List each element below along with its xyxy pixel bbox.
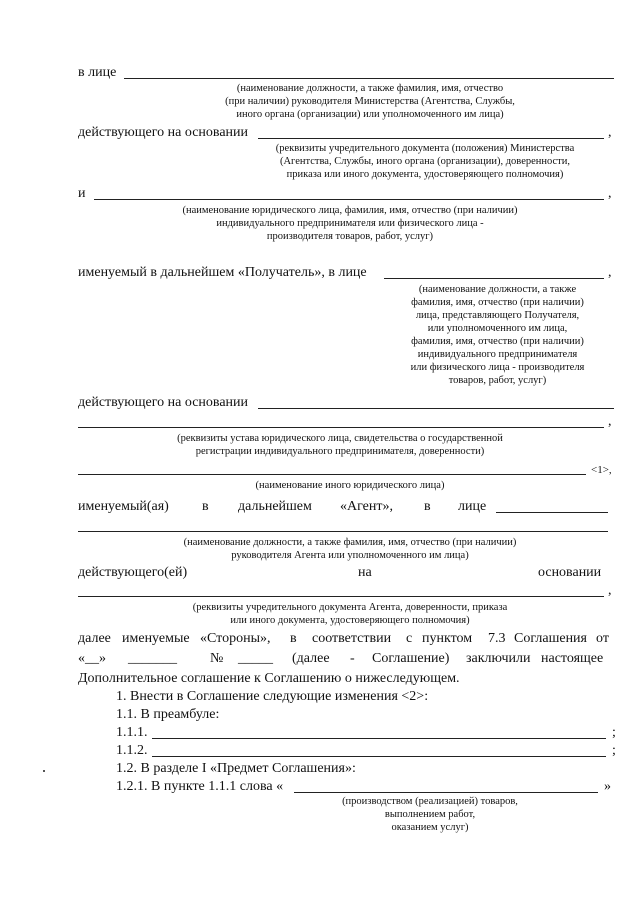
item-1-1-1: 1.1.1. bbox=[116, 725, 148, 740]
agent-word-2: в bbox=[202, 499, 209, 514]
agent-word-1: именуемый(ая) bbox=[78, 499, 169, 514]
item-1-1-1-semicolon: ; bbox=[612, 725, 616, 740]
parties-line1-word-9: Соглашения bbox=[514, 631, 587, 646]
parties-line2-word-1: «__» bbox=[78, 651, 106, 666]
basis2-label: действующего на основании bbox=[78, 395, 249, 410]
and-caption-3: производителя товаров, работ, услуг) bbox=[266, 231, 434, 242]
item-1-1: 1.1. В преамбуле: bbox=[116, 707, 220, 722]
and-caption-1: (наименование юридического лица, фамилия, имя, отчество (при наличии) bbox=[182, 205, 518, 216]
recipient-caption-7: или физического лица - производителя bbox=[410, 362, 585, 373]
basis1-caption-1: (реквизиты учредительного документа (положения) Министерства bbox=[275, 143, 575, 154]
recipient-caption-1: (наименование должности, а также bbox=[418, 284, 577, 295]
basis2-caption-1: (реквизиты устава юридического лица, свидетельства о государственной bbox=[177, 433, 503, 444]
basis1-caption-2: (Агентства, Службы, иного органа (организации), доверенности, bbox=[279, 156, 571, 167]
footnote-1-ref[interactable]: <1>, bbox=[591, 464, 612, 476]
and-fill-line[interactable] bbox=[94, 199, 604, 200]
head-caption-3: иного органа (организации) или уполномоченного им лица) bbox=[236, 109, 504, 120]
item-1-2-1: 1.2.1. В пункте 1.1.1 слова « bbox=[116, 779, 284, 794]
agent-word-3: дальнейшем bbox=[238, 499, 312, 514]
basis2-fill-line-1[interactable] bbox=[258, 408, 614, 409]
recipient-caption-8: товаров, работ, услуг) bbox=[448, 375, 547, 386]
agent-word-5: в bbox=[424, 499, 431, 514]
basis2-comma: , bbox=[608, 414, 612, 429]
basis2-fill-line-2[interactable] bbox=[78, 427, 604, 428]
agent-word-4: «Агент», bbox=[340, 499, 393, 514]
parties-line1-word-6: с bbox=[406, 631, 413, 646]
parties-line3: Дополнительное соглашение к Соглашению о нижеследующем. bbox=[78, 671, 460, 686]
basis1-fill-line[interactable] bbox=[258, 138, 604, 139]
agent-fill-line-2[interactable] bbox=[78, 531, 608, 532]
parties-line2-word-5: (далее bbox=[292, 651, 330, 666]
agent-caption-1: (наименование должности, а также фамилия, имя, отчество (при наличии) bbox=[183, 537, 517, 548]
recipient-caption-5: фамилия, имя, отчество (при наличии) bbox=[411, 336, 584, 347]
parties-line1-word-5: соответствии bbox=[312, 631, 392, 646]
parties-line1-word-3: «Стороны», bbox=[200, 631, 271, 646]
agent-name-caption: (наименование иного юридического лица) bbox=[255, 480, 445, 491]
basis3-word-3: основании bbox=[538, 565, 602, 580]
recipient-comma: , bbox=[608, 265, 612, 280]
parties-line2-word-2: _______ bbox=[128, 651, 177, 666]
parties-line1-word-2: именуемые bbox=[122, 631, 190, 646]
basis3-fill-line[interactable] bbox=[78, 596, 604, 597]
basis2-caption-2: регистрации индивидуального предпринимателя, доверенности) bbox=[195, 446, 485, 457]
item-1-1-2: 1.1.2. bbox=[116, 743, 148, 758]
parties-line1-word-10: от bbox=[596, 631, 609, 646]
and-caption-2: индивидуального предпринимателя или физического лица - bbox=[216, 218, 484, 229]
agent-fill-line-1[interactable] bbox=[496, 512, 608, 513]
basis1-comma: , bbox=[608, 125, 612, 140]
agent-name-fill-line[interactable] bbox=[78, 474, 586, 475]
basis1-caption-3: приказа или иного документа, удостоверяющего полномочия) bbox=[286, 169, 564, 180]
item-1-2-1-caption-3: оказанием услуг) bbox=[391, 822, 469, 833]
parties-line1-word-8: 7.3 bbox=[488, 631, 506, 646]
and-label: и bbox=[78, 186, 86, 201]
recipient-label: именуемый в дальнейшем «Получатель», в лице bbox=[78, 265, 367, 280]
basis3-comma: , bbox=[608, 583, 612, 598]
head-fill-line[interactable] bbox=[124, 78, 614, 79]
item-1-1-2-semicolon: ; bbox=[612, 743, 616, 758]
agent-caption-2: руководителя Агента или уполномоченного им лица) bbox=[231, 550, 469, 561]
item-1: 1. Внести в Соглашение следующие изменения <2>: bbox=[116, 689, 429, 704]
item-1-1-2-fill-line[interactable] bbox=[152, 756, 606, 757]
parties-line2-word-7: Соглашение) bbox=[372, 651, 450, 666]
parties-line1-word-4: в bbox=[290, 631, 297, 646]
in-person-label: в лице bbox=[78, 65, 117, 80]
item-1-2-1-fill-line[interactable] bbox=[294, 792, 598, 793]
basis3-word-1: действующего(ей) bbox=[78, 565, 188, 580]
basis1-label: действующего на основании bbox=[78, 125, 249, 140]
recipient-fill-line[interactable] bbox=[384, 278, 604, 279]
recipient-caption-2: фамилия, имя, отчество (при наличии) bbox=[411, 297, 584, 308]
scan-speck bbox=[43, 770, 45, 772]
basis3-word-2: на bbox=[358, 565, 372, 580]
parties-line2-word-8: заключили bbox=[466, 651, 531, 666]
item-1-2-1-caption-2: выполнением работ, bbox=[384, 809, 476, 820]
agent-word-6: лице bbox=[458, 499, 487, 514]
recipient-caption-3: лица, представляющего Получателя, bbox=[415, 310, 580, 321]
head-caption-2: (при наличии) руководителя Министерства (Агентства, Службы, bbox=[225, 96, 515, 107]
parties-line2-word-6: - bbox=[350, 651, 355, 666]
parties-line1-word-1: далее bbox=[78, 631, 111, 646]
recipient-caption-6: индивидуального предпринимателя bbox=[417, 349, 578, 360]
parties-line1-word-7: пунктом bbox=[422, 631, 473, 646]
item-1-2: 1.2. В разделе I «Предмет Соглашения»: bbox=[116, 761, 356, 776]
item-1-2-1-caption-1: (производством (реализацией) товаров, bbox=[342, 796, 518, 807]
parties-line2-word-9: настоящее bbox=[541, 651, 604, 666]
head-caption-1: (наименование должности, а также фамилия, имя, отчество bbox=[236, 83, 504, 94]
basis3-caption-1: (реквизиты учредительного документа Агента, доверенности, приказа bbox=[192, 602, 508, 613]
recipient-caption-4: или уполномоченного им лица, bbox=[427, 323, 568, 334]
parties-line2-word-3: № bbox=[210, 651, 224, 666]
and-comma: , bbox=[608, 186, 612, 201]
basis3-caption-2: или иного документа, удостоверяющего полномочия) bbox=[230, 615, 470, 626]
item-1-2-1-close-quote: » bbox=[604, 779, 611, 794]
item-1-1-1-fill-line[interactable] bbox=[152, 738, 606, 739]
parties-line2-word-4: _____ bbox=[238, 651, 273, 666]
